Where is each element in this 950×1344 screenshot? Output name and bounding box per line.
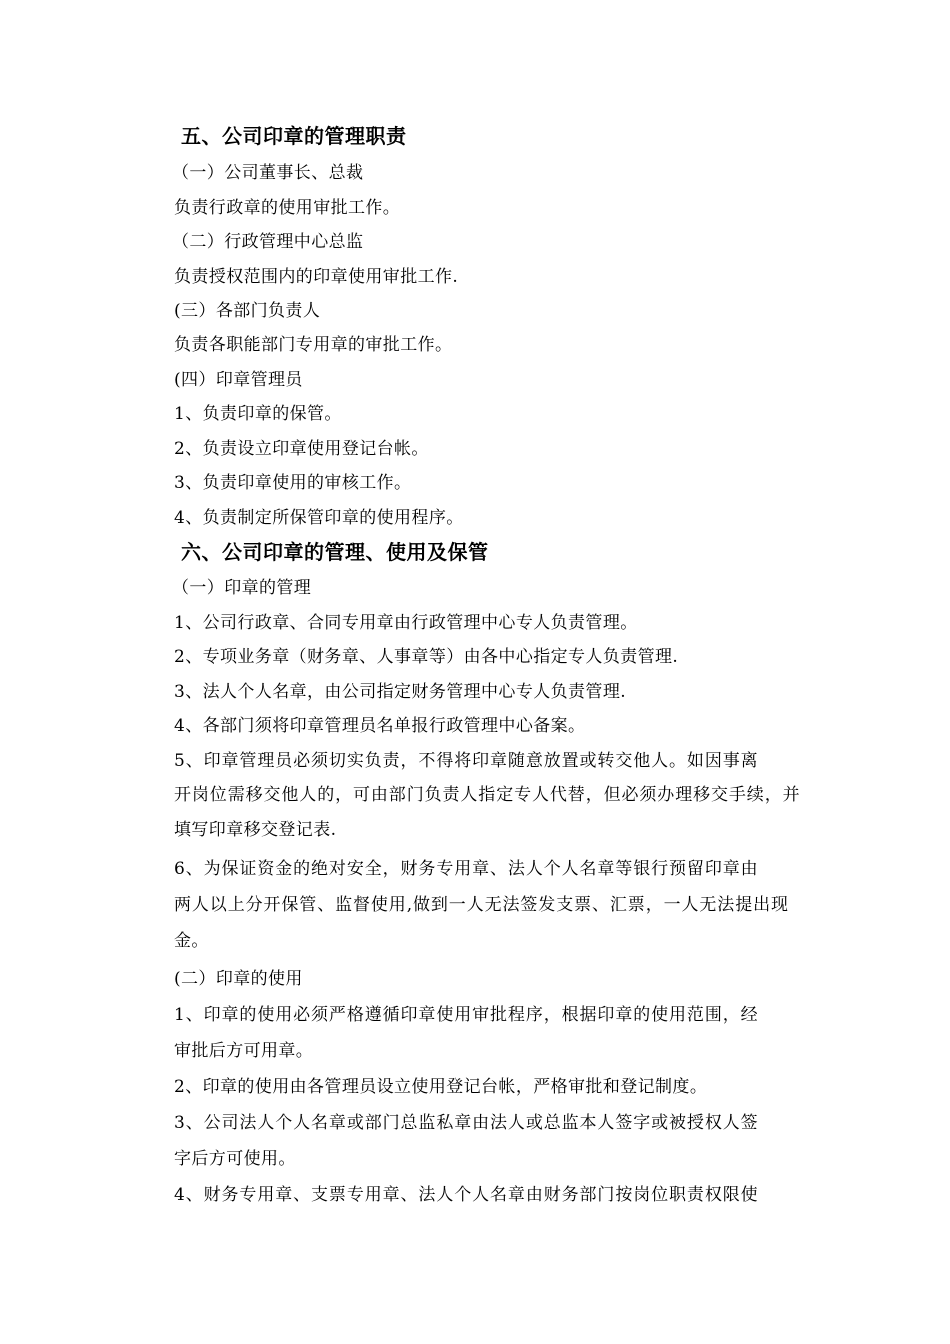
list-item: 3、负责印章使用的审核工作。: [174, 473, 412, 493]
section-heading-6: 六、公司印章的管理、使用及保管: [181, 540, 489, 564]
subsection-title: （二）行政管理中心总监: [172, 232, 364, 252]
paragraph-line: 两人以上分开保管、监督使用,做到一人无法签发支票、汇票，一人无法提出现: [174, 895, 789, 915]
paragraph-line: 字后方可使用。: [174, 1149, 296, 1169]
paragraph-line: 负责各职能部门专用章的审批工作。: [174, 335, 453, 355]
list-item: 4、各部门须将印章管理员名单报行政管理中心备案。: [174, 716, 586, 736]
list-item: 2、印章的使用由各管理员设立使用登记台帐，严格审批和登记制度。: [174, 1077, 708, 1097]
paragraph-line: 负责行政章的使用审批工作。: [174, 198, 401, 218]
list-item: 3、法人个人名章，由公司指定财务管理中心专人负责管理.: [174, 682, 627, 702]
subsection-title: （一）印章的管理: [172, 578, 312, 598]
list-item: 1、公司行政章、合同专用章由行政管理中心专人负责管理。: [174, 613, 638, 633]
paragraph-line: 审批后方可用章。: [174, 1041, 314, 1061]
paragraph-line: 负责授权范围内的印章使用审批工作.: [174, 267, 459, 287]
list-item: 2、专项业务章（财务章、人事章等）由各中心指定专人负责管理.: [174, 647, 679, 667]
subsection-title: (二）印章的使用: [174, 969, 303, 989]
subsection-title: (四）印章管理员: [174, 370, 303, 390]
section-heading-5: 五、公司印章的管理职责: [181, 124, 407, 148]
subsection-title: （一）公司董事长、总裁: [172, 163, 364, 183]
list-item: 6、为保证资金的绝对安全，财务专用章、法人个人名章等银行预留印章由: [174, 859, 759, 879]
list-item: 3、公司法人个人名章或部门总监私章由法人或总监本人签字或被授权人签: [174, 1113, 759, 1133]
subsection-title: (三）各部门负责人: [174, 301, 321, 321]
paragraph-line: 金。: [174, 931, 209, 951]
list-item: 1、负责印章的保管。: [174, 404, 342, 424]
list-item: 1、印章的使用必须严格遵循印章使用审批程序，根据印章的使用范围，经: [174, 1005, 759, 1025]
list-item: 4、负责制定所保管印章的使用程序。: [174, 508, 464, 528]
paragraph-line: 填写印章移交登记表.: [174, 820, 337, 840]
list-item: 5、印章管理员必须切实负责，不得将印章随意放置或转交他人。如因事离: [174, 751, 759, 771]
list-item: 2、负责设立印章使用登记台帐。: [174, 439, 429, 459]
list-item: 4、财务专用章、支票专用章、法人个人名章由财务部门按岗位职责权限使: [174, 1185, 759, 1205]
paragraph-line: 开岗位需移交他人的，可由部门负责人指定专人代替，但必须办理移交手续，并: [174, 785, 801, 805]
